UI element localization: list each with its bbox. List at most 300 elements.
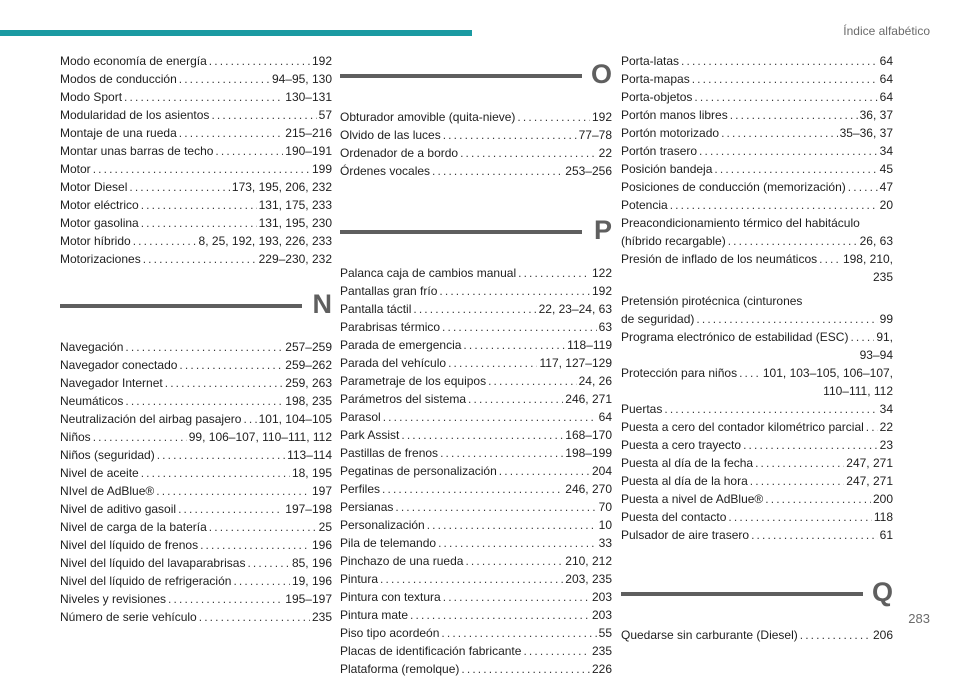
index-entry[interactable] [60,392,332,410]
entry-pages: 259–262 [285,358,332,372]
page-number: 283 [908,611,930,626]
entry-pages: 64 [879,72,893,86]
leader-dots [209,518,317,536]
leader-dots [401,426,563,444]
leader-dots [133,232,197,250]
leader-dots [750,472,845,490]
entry-term: Persianas [340,500,394,514]
entry-term: Nivel del líquido del lavaparabrisas [60,556,246,570]
index-entry[interactable] [340,660,612,678]
leader-dots [664,400,877,418]
index-entry[interactable] [621,106,893,124]
entry-pages: 197–198 [285,502,332,516]
entry-pages: 55 [598,626,612,640]
entry-term: Parasol [340,410,381,424]
index-column-1 [60,52,332,626]
entry-pages: 34 [879,144,893,158]
index-entry[interactable] [621,490,893,508]
entry-term: Modo Sport [60,90,123,104]
entry-pages: 196 [311,538,332,552]
entry-term: Modo economía de energía [60,54,207,68]
entry-pages: 91, [876,330,893,344]
index-entry[interactable] [621,178,893,196]
entry-term: Navegador conectado [60,358,178,372]
leader-dots [178,500,283,518]
index-entry[interactable] [621,454,893,472]
entry-pages: 22, 23–24, 63 [538,302,612,316]
leader-dots [866,418,878,436]
index-entry[interactable] [621,508,893,526]
leader-dots [800,626,871,644]
entry-pages: 131, 175, 233 [258,198,332,212]
index-column-3 [621,52,893,644]
entry-pages-continued: 110–111, 112 [823,384,893,398]
entry-term: Pulsador de aire trasero [621,528,750,542]
entry-pages: 192 [311,54,332,68]
entry-term: Park Assist [340,428,400,442]
index-entry[interactable] [60,374,332,392]
entry-term: Nivel de aditivo gasoil [60,502,177,516]
entry-term: Presión de inflado de los neumáticos [621,252,818,266]
entry-pages: 118 [873,510,893,524]
entry-pages: 235 [591,644,612,658]
entry-term: Puesta a cero trayecto [621,438,742,452]
index-entry[interactable] [621,364,893,400]
leader-dots [211,106,316,124]
entry-pages: 63 [598,320,612,334]
entry-pages: 206 [872,628,893,642]
entry-pages: 24, 26 [578,374,612,388]
entry-term: Potencia [621,198,668,212]
leader-dots [439,282,590,300]
index-entry[interactable] [621,142,893,160]
index-entry[interactable] [340,588,612,606]
index-entry[interactable] [60,250,332,268]
entry-term: Modos de conducción [60,72,177,86]
entry-pages: 247, 271 [846,474,893,488]
letter-heading-n [60,282,332,332]
entry-pages: 113–114 [287,448,332,462]
entry-term: Pantalla táctil [340,302,412,316]
entry-pages: 18, 195 [291,466,332,480]
entry-pages: 246, 270 [565,482,612,496]
entry-pages: 226 [591,662,612,676]
leader-dots [440,444,563,462]
entry-term: Número de serie vehículo [60,610,197,624]
index-entry[interactable] [340,498,612,516]
index-entry[interactable] [340,426,612,444]
entry-term: Palanca caja de cambios manual [340,266,517,280]
index-entry[interactable] [60,608,332,626]
leader-dots [209,52,310,70]
header-accent-bar [0,30,472,36]
heading-rule [621,592,863,596]
index-column-2 [340,52,612,678]
index-entry[interactable] [340,282,612,300]
entry-pages: 22 [879,420,893,434]
entry-term: Plataforma (remolque) [340,662,460,676]
entry-pages: 203 [591,608,612,622]
entry-term: de seguridad) [621,312,695,326]
index-entry[interactable] [621,400,893,418]
entry-term: Portón trasero [621,144,698,158]
leader-dots [465,552,563,570]
entry-term: Montar unas barras de techo [60,144,214,158]
index-entry[interactable] [340,570,612,588]
leader-dots [721,124,838,142]
entry-pages: 204 [591,464,612,478]
entry-pages: 246, 271 [565,392,612,406]
index-entry[interactable] [60,482,332,500]
entry-pages: 200 [872,492,893,506]
leader-dots [751,526,878,544]
index-entry[interactable] [60,464,332,482]
index-entry[interactable] [340,642,612,660]
leader-dots [443,126,577,144]
index-entry[interactable] [340,462,612,480]
entry-pages: 192 [591,110,612,124]
leader-dots [233,572,290,590]
index-entry[interactable] [621,418,893,436]
leader-dots [461,660,590,678]
entry-term: Parada del vehículo [340,356,447,370]
entry-term: Órdenes vocales [340,164,431,178]
leader-dots [427,516,597,534]
entry-pages: 85, 196 [291,556,332,570]
entries-o [340,108,612,180]
leader-dots [93,428,187,446]
entry-term: Pila de telemando [340,536,437,550]
letter-heading-o [340,52,612,102]
entry-pages: 19, 196 [291,574,332,588]
heading-rule [340,230,582,234]
index-entry[interactable] [340,606,612,624]
leader-dots [247,554,290,572]
leader-dots [819,250,841,268]
leader-dots [743,436,878,454]
entry-term: Puesta a cero del contador kilométrico parcial [621,420,864,434]
index-entry[interactable] [340,390,612,408]
leader-dots [179,70,270,88]
entry-pages: 35–36, 37 [839,126,893,140]
entry-term: Olvido de las luces [340,128,441,142]
leader-dots [380,570,563,588]
entry-pages: 199 [311,162,332,176]
entry-term: Motor eléctrico [60,198,139,212]
index-entry[interactable] [340,408,612,426]
entry-term: Niños [60,430,91,444]
index-entry[interactable] [60,124,332,142]
index-entry[interactable] [340,144,612,162]
entry-term: Puesta a nivel de AdBlue® [621,492,764,506]
leader-dots [157,446,285,464]
leader-dots [199,608,310,626]
entry-pages: 192 [591,284,612,298]
entry-pages: 259, 263 [285,376,332,390]
entries-m [60,52,332,268]
index-entry[interactable] [60,518,332,536]
entry-term: Personalización [340,518,425,532]
entry-pages: 198–199 [565,446,612,460]
leader-dots [141,464,290,482]
index-entry[interactable] [60,428,332,446]
index-entry[interactable] [60,178,332,196]
leader-dots [517,108,590,126]
entry-pages: 25 [318,520,332,534]
entry-pages: 229–230, 232 [258,252,332,266]
leader-dots [383,408,597,426]
index-entry[interactable] [621,626,893,644]
leader-dots [179,124,284,142]
entry-term: Nivel del líquido de frenos [60,538,199,552]
index-entry[interactable] [621,160,893,178]
entry-term: Parametraje de los equipos [340,374,487,388]
leader-dots [441,624,596,642]
entry-pages-continued: 93–94 [859,348,893,362]
entry-term: Portón manos libres [621,108,728,122]
entry-term: Obturador amovible (quita-nieve) [340,110,516,124]
index-entry[interactable] [60,590,332,608]
entry-pages: 45 [879,162,893,176]
entry-pages: 118–119 [567,338,612,352]
index-entry[interactable] [60,88,332,106]
entry-term: Posición bandeja [621,162,713,176]
index-entry[interactable] [621,196,893,214]
entry-term: Pinchazo de una rueda [340,554,464,568]
index-entry[interactable] [60,196,332,214]
entry-term: Neutralización del airbag pasajero [60,412,242,426]
index-entry[interactable] [621,328,893,364]
section-title: Índice alfabético [843,24,930,38]
index-entry[interactable] [621,250,893,286]
leader-dots [438,534,597,552]
entry-term: Motor gasolina [60,216,139,230]
index-entry[interactable] [60,572,332,590]
entry-pages: 173, 195, 206, 232 [231,180,332,194]
entry-term: Puesta del contacto [621,510,727,524]
leader-dots [728,508,871,526]
entry-pages: 34 [879,402,893,416]
entry-term: Nivel de aceite [60,466,139,480]
entry-term: Porta-latas [621,54,680,68]
leader-dots [443,588,590,606]
entry-pages: 122 [591,266,612,280]
index-entry[interactable] [340,444,612,462]
index-entry[interactable] [60,232,332,250]
leader-dots [143,250,257,268]
entries-q [621,626,893,644]
index-entry[interactable] [60,52,332,70]
entry-term: Pintura mate [340,608,409,622]
entry-pages: 168–170 [565,428,612,442]
entry-term: Parámetros del sistema [340,392,467,406]
index-entry[interactable] [340,372,612,390]
index-entry[interactable] [60,338,332,356]
entries-p [340,264,612,678]
leader-dots [518,264,590,282]
entry-pages: 203, 235 [565,572,612,586]
leader-dots [694,88,877,106]
entry-term: Montaje de una rueda [60,126,177,140]
index-entry[interactable] [621,124,893,142]
leader-dots [165,374,284,392]
index-entry[interactable] [340,300,612,318]
index-entry[interactable] [340,354,612,372]
entry-pages: 257–259 [285,340,332,354]
heading-rule [60,304,302,308]
leader-dots [448,354,537,372]
leader-dots [468,390,563,408]
entry-term: Programa electrónico de estabilidad (ESC) [621,330,849,344]
entry-pages: 131, 195, 230 [258,216,332,230]
entry-pages: 23 [879,438,893,452]
leader-dots [179,356,283,374]
index-entry[interactable] [340,480,612,498]
heading-letter: P [593,215,612,245]
entry-pages: 94–95, 130 [271,72,332,86]
leader-dots [141,214,257,232]
leader-dots [168,590,283,608]
index-entry[interactable] [340,162,612,180]
index-entry[interactable] [340,534,612,552]
entry-pages: 198, 235 [285,394,332,408]
leader-dots [523,642,590,660]
entry-pages: 61 [879,528,893,542]
leader-dots [432,162,563,180]
leader-dots [460,144,597,162]
leader-dots [125,392,283,410]
entry-pages: 36, 37 [859,108,893,122]
entry-pages: 99 [879,312,893,326]
leader-dots [730,106,858,124]
index-entry[interactable] [340,624,612,642]
entry-term: Motor híbrido [60,234,131,248]
entry-pages: 33 [598,536,612,550]
entry-term: Nivel de carga de la batería [60,520,207,534]
index-entry[interactable] [340,108,612,126]
entry-pages: 203 [591,590,612,604]
index-entry[interactable] [60,500,332,518]
index-entry[interactable] [60,214,332,232]
entry-term: Modularidad de los asientos [60,108,210,122]
entry-term: Motor Diesel [60,180,128,194]
entry-pages: 57 [318,108,332,122]
entry-pages: 26, 63 [859,234,893,248]
leader-dots [681,52,878,70]
leader-dots [670,196,878,214]
entry-term: Neumáticos [60,394,124,408]
index-entry[interactable] [340,516,612,534]
leader-dots [442,318,597,336]
entry-pages: 64 [598,410,612,424]
leader-dots [696,310,877,328]
index-entry[interactable] [621,292,893,328]
entry-pages: 8, 25, 192, 193, 226, 233 [198,234,332,248]
leader-dots [200,536,310,554]
index-entry[interactable] [621,526,893,544]
entry-term: Posiciones de conducción (memorización) [621,180,846,194]
index-entry[interactable] [60,142,332,160]
index-entry[interactable] [60,160,332,178]
entry-term: Niños (seguridad) [60,448,155,462]
entry-term: Puesta al día de la fecha [621,456,754,470]
entry-term: Niveles y revisiones [60,592,167,606]
entry-pages: 20 [879,198,893,212]
entry-term: Perfiles [340,482,381,496]
index-entry[interactable] [621,472,893,490]
entry-term: Navegación [60,340,124,354]
index-entry[interactable] [340,264,612,282]
entry-pages: 47 [879,180,893,194]
letter-heading-p [340,208,612,258]
leader-dots [243,410,256,428]
leader-dots [156,482,310,500]
entry-pages: 198, 210, [842,252,893,266]
index-entry[interactable] [60,356,332,374]
entry-term: NIvel de AdBlue® [60,484,155,498]
entry-term: Portón motorizado [621,126,720,140]
entry-pages: 235 [311,610,332,624]
entries-p-continued [621,52,893,214]
index-entry[interactable] [340,336,612,354]
index-entry[interactable] [60,554,332,572]
index-entry[interactable] [60,446,332,464]
index-entry[interactable] [60,70,332,88]
entry-term: Porta-objetos [621,90,693,104]
index-entry[interactable] [621,70,893,88]
leader-dots [382,480,563,498]
index-entry[interactable] [621,88,893,106]
entry-pages: 195–197 [285,592,332,606]
entries-p-final [621,400,893,544]
leader-dots [410,606,590,624]
leader-dots [755,454,844,472]
entry-pages: 117, 127–129 [539,356,612,370]
heading-letter: Q [871,577,893,607]
index-entry[interactable] [60,106,332,124]
entry-term: Nivel del líquido de refrigeración [60,574,232,588]
index-entry[interactable] [621,214,893,250]
entry-term: Pintura con textura [340,590,441,604]
entry-term: Pastillas de frenos [340,446,439,460]
index-entry[interactable] [340,126,612,144]
entry-term: (híbrido recargable) [621,234,726,248]
heading-rule [340,74,582,78]
leader-dots [765,490,871,508]
leader-dots [699,142,878,160]
index-entry[interactable] [340,552,612,570]
entry-pages: 130–131 [285,90,332,104]
leader-dots [413,300,536,318]
leader-dots [463,336,565,354]
leader-dots [395,498,596,516]
entry-term-line: Preacondicionamiento térmico del habitáculo [621,216,860,230]
entry-pages: 197 [311,484,332,498]
entry-term: Navegador Internet [60,376,163,390]
leader-dots [125,338,283,356]
index-entry[interactable] [621,436,893,454]
entry-term: Motorizaciones [60,252,141,266]
index-entry[interactable] [340,318,612,336]
index-entry[interactable] [60,410,332,428]
index-entry[interactable] [60,536,332,554]
index-entry[interactable] [621,52,893,70]
leader-dots [848,178,878,196]
letter-heading-q [621,570,893,620]
entry-term: Puesta al día de la hora [621,474,748,488]
leader-dots [93,160,310,178]
entry-pages: 101, 103–105, 106–107, [762,366,893,380]
